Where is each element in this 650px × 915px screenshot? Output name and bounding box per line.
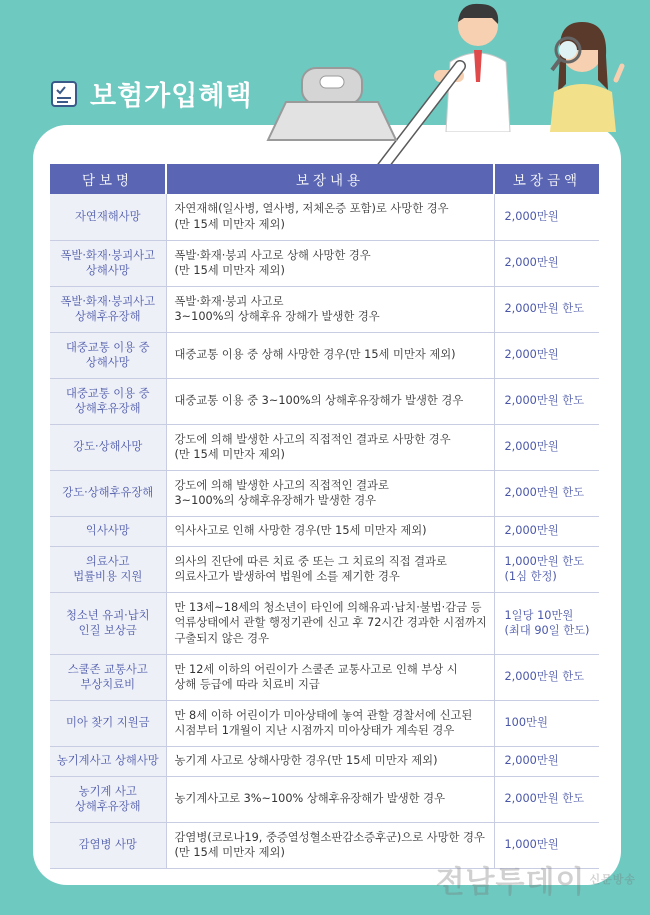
table-row bbox=[50, 654, 599, 700]
cell-name: 익사사망 bbox=[50, 516, 166, 546]
cell-amount: 2,000만원 한도 bbox=[494, 286, 599, 332]
page-title: 보험가입혜택 bbox=[90, 81, 253, 112]
watermark-logo bbox=[436, 857, 636, 901]
cell-desc: 자연재해(일사병, 열사병, 저체온증 포함)로 사망한 경우 (만 15세 미만자 제외) bbox=[166, 194, 494, 240]
table-row bbox=[50, 194, 599, 240]
table-row bbox=[50, 592, 599, 654]
cell-desc: 농기계 사고로 상해사망한 경우(만 15세 미만자 제외) bbox=[166, 746, 494, 776]
cell-desc: 폭발·화재·붕괴 사고로 3~100%의 상해후유 장해가 발생한 경우 bbox=[166, 286, 494, 332]
cell-desc: 만 8세 이하 어린이가 미아상태에 놓여 관할 경찰서에 신고된 시점부터 1개월이 지난 시점까지 미아상태가 계속된 경우 bbox=[166, 700, 494, 746]
cell-amount: 1일당 10만원 (최대 90일 한도) bbox=[494, 592, 599, 654]
table-row bbox=[50, 516, 599, 546]
cell-amount: 2,000만원 한도 bbox=[494, 654, 599, 700]
cell-name: 자연재해사망 bbox=[50, 194, 166, 240]
cell-amount: 100만원 bbox=[494, 700, 599, 746]
cell-amount: 2,000만원 한도 bbox=[494, 776, 599, 822]
table-row bbox=[50, 240, 599, 286]
cell-amount: 2,000만원 bbox=[494, 240, 599, 286]
cell-name: 폭발·화재·붕괴사고 상해사망 bbox=[50, 240, 166, 286]
cell-amount: 2,000만원 bbox=[494, 424, 599, 470]
cell-name: 의료사고 법률비용 지원 bbox=[50, 546, 166, 592]
cell-name: 대중교통 이용 중 상해사망 bbox=[50, 332, 166, 378]
table-row bbox=[50, 776, 599, 822]
cell-desc: 강도에 의해 발생한 사고의 직접적인 결과로 3~100%의 상해후유장해가 발생한 경우 bbox=[166, 470, 494, 516]
column-header-name: 담보명 bbox=[50, 164, 166, 194]
cell-desc: 강도에 의해 발생한 사고의 직접적인 결과로 사망한 경우 (만 15세 미만자 제외) bbox=[166, 424, 494, 470]
cell-name: 감염병 사망 bbox=[50, 822, 166, 868]
cell-desc: 대중교통 이용 중 3~100%의 상해후유장해가 발생한 경우 bbox=[166, 378, 494, 424]
cell-name: 강도·상해후유장해 bbox=[50, 470, 166, 516]
table-row bbox=[50, 746, 599, 776]
cell-desc: 만 12세 이하의 어린이가 스쿨존 교통사고로 인해 부상 시 상해 등급에 따라 치료비 지급 bbox=[166, 654, 494, 700]
cell-name: 폭발·화재·붕괴사고 상해후유장해 bbox=[50, 286, 166, 332]
table-row bbox=[50, 546, 599, 592]
section-heading bbox=[48, 74, 253, 113]
table-row bbox=[50, 424, 599, 470]
cell-amount: 2,000만원 bbox=[494, 746, 599, 776]
cell-name: 대중교통 이용 중 상해후유장해 bbox=[50, 378, 166, 424]
table-header-row bbox=[50, 164, 599, 194]
cell-desc: 의사의 진단에 따른 치료 중 또는 그 치료의 직접 결과로 의료사고가 발생하여 법원에 소를 제기한 경우 bbox=[166, 546, 494, 592]
table-row bbox=[50, 470, 599, 516]
cell-desc: 대중교통 이용 중 상해 사망한 경우(만 15세 미만자 제외) bbox=[166, 332, 494, 378]
cell-amount: 2,000만원 한도 bbox=[494, 378, 599, 424]
column-header-desc: 보장내용 bbox=[166, 164, 494, 194]
cell-desc: 폭발·화재·붕괴 사고로 상해 사망한 경우 (만 15세 미만자 제외) bbox=[166, 240, 494, 286]
cell-amount: 2,000만원 bbox=[494, 516, 599, 546]
cell-amount: 2,000만원 한도 bbox=[494, 470, 599, 516]
cell-name: 청소년 유괴·납치 인질 보상금 bbox=[50, 592, 166, 654]
cell-amount: 2,000만원 bbox=[494, 194, 599, 240]
table-row bbox=[50, 378, 599, 424]
cell-desc: 감염병(코로나19, 중증열성혈소판감소증후군)으로 사망한 경우 (만 15세 미만자 제외) bbox=[166, 822, 494, 868]
cell-amount: 1,000만원 bbox=[494, 822, 599, 868]
watermark-text: 전남투데이 bbox=[435, 865, 586, 900]
cell-desc: 익사사고로 인해 사망한 경우(만 15세 미만자 제외) bbox=[166, 516, 494, 546]
clipboard-clip bbox=[262, 62, 402, 150]
table-row bbox=[50, 332, 599, 378]
watermark-suffix: 신문방송 bbox=[589, 872, 636, 886]
cell-amount: 1,000만원 한도 (1심 한정) bbox=[494, 546, 599, 592]
cell-name: 강도·상해사망 bbox=[50, 424, 166, 470]
benefits-table bbox=[50, 164, 599, 869]
table-row bbox=[50, 700, 599, 746]
cell-desc: 농기계사고로 3%~100% 상해후유장해가 발생한 경우 bbox=[166, 776, 494, 822]
document-check-icon bbox=[48, 79, 80, 109]
cell-desc: 만 13세~18세의 청소년이 타인에 의해유괴·납치·불법·감금 등 억류상태에서 관할 행정기관에 신고 후 72시간 경과한 시점까지 구출되지 않은 경우 bbox=[166, 592, 494, 654]
cell-name: 미아 찾기 지원금 bbox=[50, 700, 166, 746]
cell-name: 농기계 사고 상해후유장해 bbox=[50, 776, 166, 822]
column-header-amount: 보장금액 bbox=[494, 164, 599, 194]
cell-name: 농기계사고 상해사망 bbox=[50, 746, 166, 776]
cell-name: 스쿨존 교통사고 부상치료비 bbox=[50, 654, 166, 700]
table-row bbox=[50, 286, 599, 332]
cell-amount: 2,000만원 bbox=[494, 332, 599, 378]
